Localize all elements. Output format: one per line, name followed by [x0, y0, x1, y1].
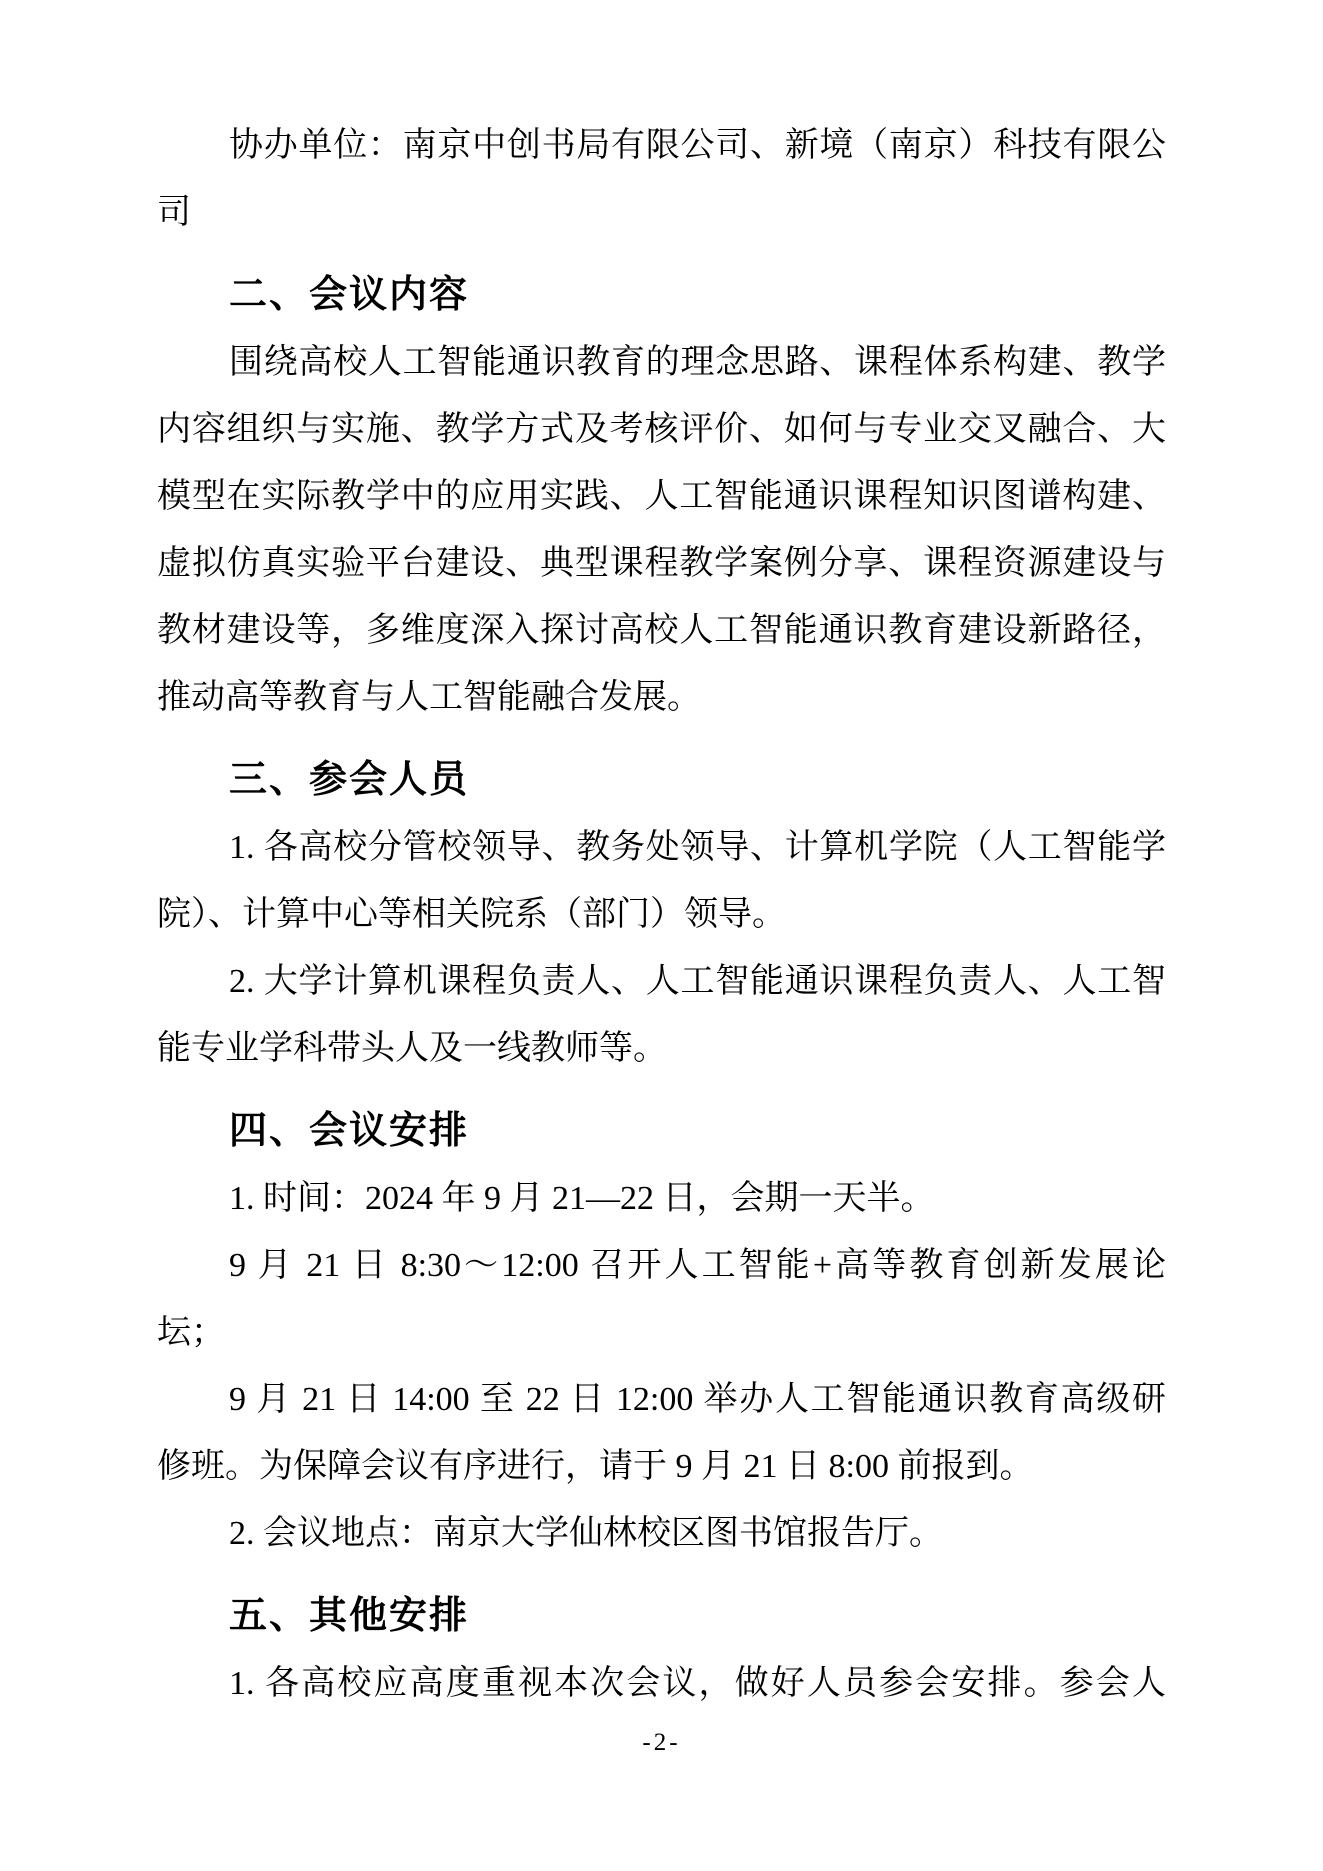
- section-heading: 四、会议安排: [229, 1110, 470, 1152]
- paragraph: [157, 814, 1166, 948]
- section-heading: 二、会议内容: [229, 274, 470, 316]
- text-line: 协办单位：南京中创书局有限公司、新境（南京）科技有限公: [229, 127, 1166, 164]
- paragraph: [157, 112, 1166, 246]
- paragraph: [157, 948, 1166, 1082]
- section-heading: 五、其他安排: [229, 1595, 470, 1637]
- text-line: 司: [157, 194, 191, 231]
- text-line: 9 月 21 日 8:30～12:00 召开人工智能+高等教育创新发展论: [229, 1247, 1166, 1284]
- text-line: 能专业学科带头人及一线教师等。: [157, 1030, 667, 1067]
- paragraph: [157, 1500, 1166, 1567]
- text-line: 2. 会议地点：南京大学仙林校区图书馆报告厅。: [229, 1515, 943, 1552]
- text-line: 2. 大学计算机课程负责人、人工智能通识课程负责人、人工智: [229, 963, 1166, 1000]
- text-line: 围绕高校人工智能通识教育的理念思路、课程体系构建、教学: [229, 344, 1166, 381]
- text-line: 1. 时间：2024 年 9 月 21—22 日，会期一天半。: [229, 1180, 935, 1217]
- document-content: [157, 112, 1166, 1717]
- section-heading: 三、参会人员: [229, 759, 470, 801]
- paragraph: [157, 1366, 1166, 1500]
- text-line: 1. 各高校分管校领导、教务处领导、计算机学院（人工智能学: [229, 829, 1166, 866]
- text-line: 修班。为保障会议有序进行，请于 9 月 21 日 8:00 前报到。: [157, 1448, 1034, 1485]
- paragraph: [157, 1165, 1166, 1232]
- text-line: 虚拟仿真实验平台建设、典型课程教学案例分享、课程资源建设与: [157, 545, 1166, 582]
- paragraph: [157, 1650, 1166, 1717]
- paragraph: [157, 1232, 1166, 1366]
- text-line: 坛；: [157, 1314, 225, 1351]
- paragraph: [157, 329, 1166, 731]
- text-line: 推动高等教育与人工智能融合发展。: [157, 679, 701, 716]
- text-line: 1. 各高校应高度重视本次会议，做好人员参会安排。参会人: [229, 1665, 1166, 1702]
- text-line: 9 月 21 日 14:00 至 22 日 12:00 举办人工智能通识教育高级研: [229, 1381, 1166, 1418]
- text-line: 内容组织与实施、教学方式及考核评价、如何与专业交叉融合、大: [157, 411, 1166, 448]
- text-line: 院）、计算中心等相关院系（部门）领导。: [157, 896, 786, 933]
- text-line: 教材建设等，多维度深入探讨高校人工智能通识教育建设新路径，: [157, 612, 1166, 649]
- page-number: -2-: [642, 1729, 681, 1756]
- text-line: 模型在实际教学中的应用实践、人工智能通识课程知识图谱构建、: [157, 478, 1166, 515]
